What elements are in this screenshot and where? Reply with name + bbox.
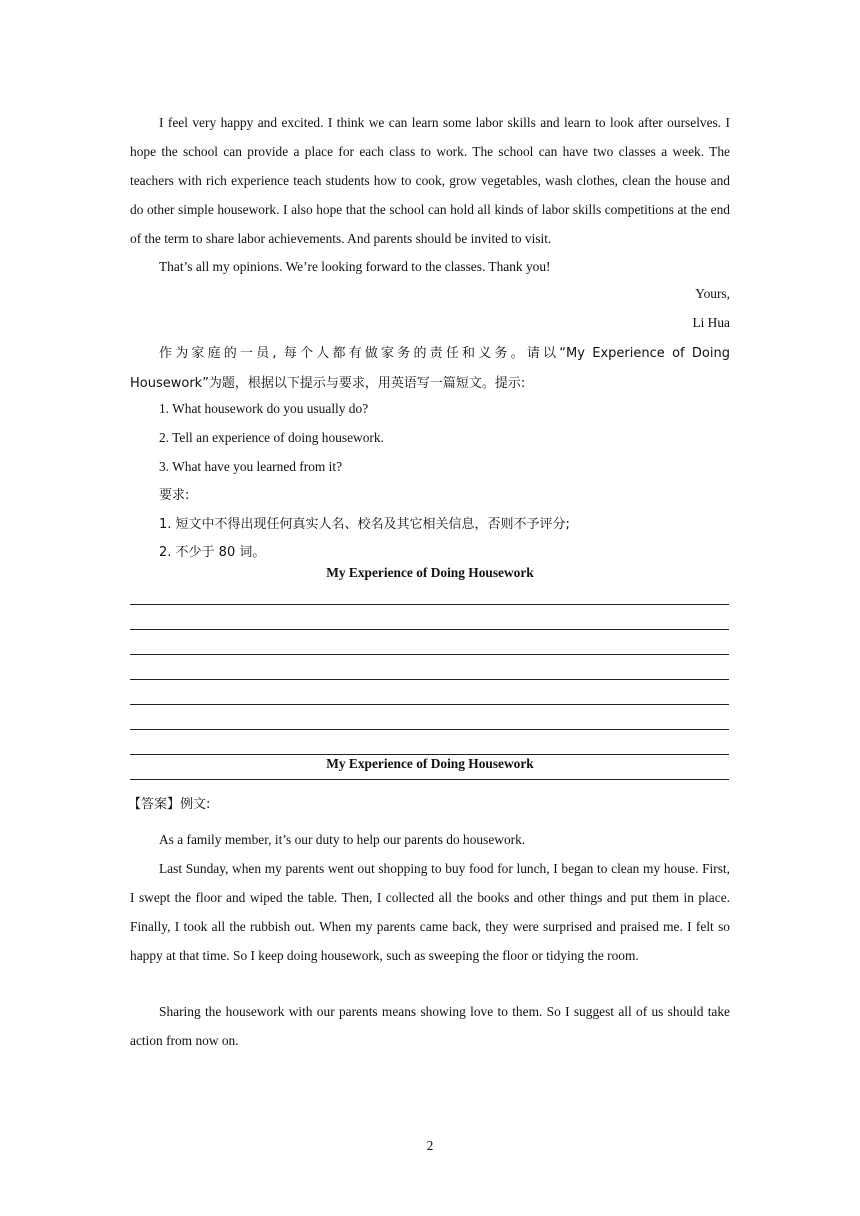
requirements-label: 要求:	[159, 488, 190, 503]
letter-paragraph-1: I feel very happy and excited. I think we can learn some labor skills and learn to look after ourselves. I hope the school can provide a place for each class to work. The school can have two classes a week. The teachers with rich experience teach students how to cook, grow vegetables, wash clothes, clean the house and do other simple housework. I also hope that the school can hold all kinds of labor skills competitions at the end of the term to share labor achievements. And parents should be invited to visit.	[130, 115, 730, 246]
letter-closing: Yours,	[695, 286, 730, 301]
answer-paragraph-1: As a family member, it’s our duty to help our parents do housework.	[159, 832, 526, 847]
letter-signature: Li Hua	[692, 315, 730, 330]
page-number: 2	[426, 1138, 434, 1153]
task-prompt-2: 2. Tell an experience of doing housework.	[159, 430, 384, 445]
writing-line	[130, 629, 729, 630]
requirement-2: 2. 不少于 80 词。	[159, 545, 266, 560]
task-intro: 作为家庭的一员, 每个人都有做家务的责任和义务。请以“My Experience of Doing Housework”为题，根据以下提示与要求，用英语写一篇短文。提示:	[130, 346, 730, 391]
essay-title: My Experience of Doing Housework	[326, 565, 534, 580]
essay-title-repeat: My Experience of Doing Housework	[326, 756, 534, 771]
answer-paragraph-3: Sharing the housework with our parents means showing love to them. So I suggest all of us should take action from now on.	[130, 1004, 730, 1048]
task-prompt-1: 1. What housework do you usually do?	[159, 401, 369, 416]
writing-line	[130, 604, 729, 605]
writing-line	[130, 679, 729, 680]
requirement-1: 1. 短文中不得出现任何真实人名、校名及其它相关信息，否则不予评分;	[159, 517, 570, 532]
letter-paragraph-2: That’s all my opinions. We’re looking forward to the classes. Thank you!	[159, 259, 551, 274]
writing-line	[130, 654, 729, 655]
task-prompt-3: 3. What have you learned from it?	[159, 459, 343, 474]
writing-line	[130, 729, 729, 730]
writing-line	[130, 704, 729, 705]
answer-paragraph-2: Last Sunday, when my parents went out shopping to buy food for lunch, I began to clean my house. First, I swept the floor and wiped the table. Then, I collected all the books and other things and put them in place. Finally, I took all the rubbish out. When my parents came back, they were surprised and praised me. I felt so happy at that time. So I keep doing housework, such as sweeping the floor or tidying the room.	[130, 861, 730, 963]
writing-line	[130, 779, 729, 780]
answer-label: 【答案】例文:	[128, 797, 211, 812]
